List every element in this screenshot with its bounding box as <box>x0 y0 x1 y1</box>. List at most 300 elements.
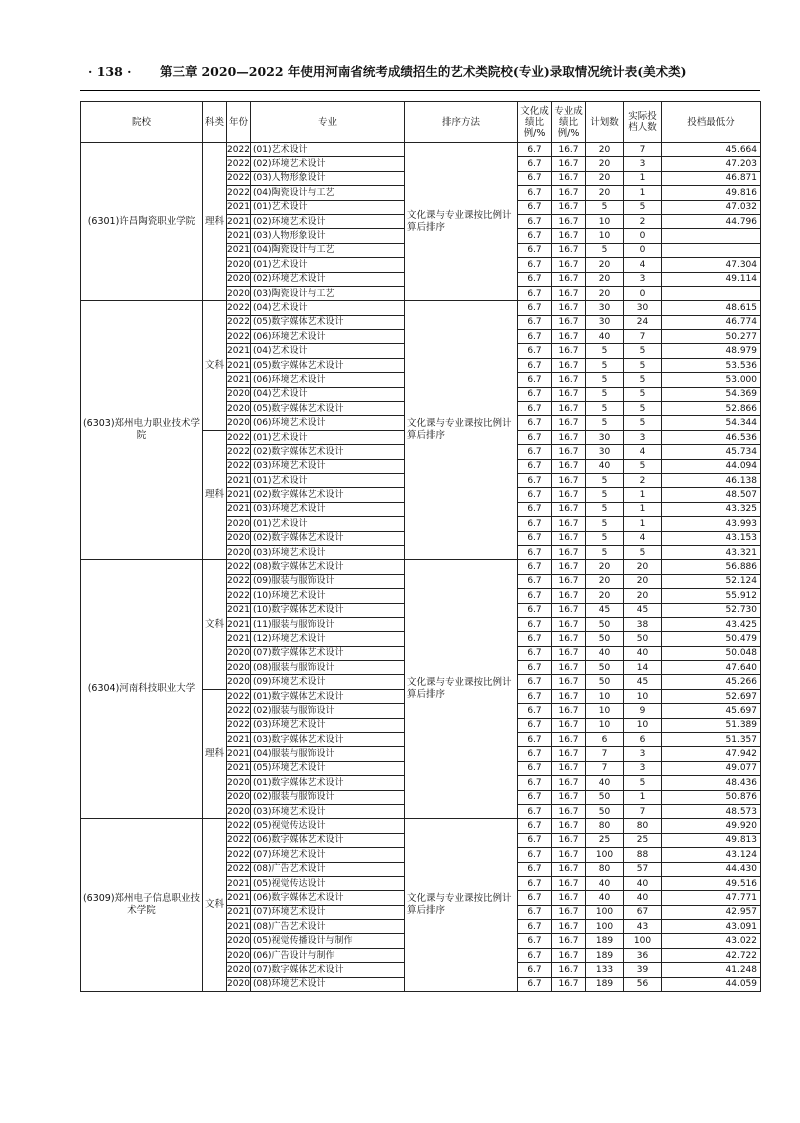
major-cell: (07)数字媒体艺术设计 <box>251 646 405 660</box>
culture-ratio-cell: 6.7 <box>518 848 552 862</box>
plan-count-cell: 5 <box>586 373 624 387</box>
min-score-cell: 43.325 <box>662 502 761 516</box>
admitted-count-cell: 5 <box>624 358 662 372</box>
major-ratio-cell: 16.7 <box>552 661 586 675</box>
year-cell: 2020 <box>227 402 251 416</box>
major-cell: (03)人物形象设计 <box>251 171 405 185</box>
min-score-cell: 43.124 <box>662 848 761 862</box>
min-score-cell: 49.114 <box>662 272 761 286</box>
major-cell: (10)环境艺术设计 <box>251 589 405 603</box>
major-cell: (03)人物形象设计 <box>251 229 405 243</box>
major-ratio-cell: 16.7 <box>552 963 586 977</box>
year-cell: 2020 <box>227 790 251 804</box>
culture-ratio-cell: 6.7 <box>518 833 552 847</box>
admitted-count-cell: 6 <box>624 733 662 747</box>
major-cell: (03)环境艺术设计 <box>251 804 405 818</box>
min-score-cell: 43.321 <box>662 545 761 559</box>
year-cell: 2021 <box>227 747 251 761</box>
table-row <box>81 301 761 315</box>
major-cell: (09)服装与服饰设计 <box>251 574 405 588</box>
year-cell: 2020 <box>227 776 251 790</box>
major-ratio-cell: 16.7 <box>552 488 586 502</box>
plan-count-cell: 5 <box>586 344 624 358</box>
major-ratio-cell: 16.7 <box>552 545 586 559</box>
plan-count-cell: 40 <box>586 459 624 473</box>
min-score-cell: 44.059 <box>662 977 761 991</box>
admitted-count-cell: 3 <box>624 157 662 171</box>
column-header: 投档最低分 <box>662 102 761 143</box>
major-cell: (12)环境艺术设计 <box>251 632 405 646</box>
major-ratio-cell: 16.7 <box>552 934 586 948</box>
culture-ratio-cell: 6.7 <box>518 171 552 185</box>
major-ratio-cell: 16.7 <box>552 445 586 459</box>
plan-count-cell: 20 <box>586 143 624 157</box>
admitted-count-cell: 24 <box>624 315 662 329</box>
year-cell: 2021 <box>227 617 251 631</box>
min-score-cell: 56.886 <box>662 560 761 574</box>
year-cell: 2022 <box>227 143 251 157</box>
major-ratio-cell: 16.7 <box>552 560 586 574</box>
major-ratio-cell: 16.7 <box>552 905 586 919</box>
column-header: 排序方法 <box>405 102 518 143</box>
min-score-cell: 54.369 <box>662 387 761 401</box>
plan-count-cell: 20 <box>586 258 624 272</box>
min-score-cell <box>662 243 761 257</box>
min-score-cell: 47.640 <box>662 661 761 675</box>
year-cell: 2021 <box>227 891 251 905</box>
plan-count-cell: 5 <box>586 243 624 257</box>
year-cell: 2021 <box>227 761 251 775</box>
plan-count-cell: 40 <box>586 646 624 660</box>
min-score-cell: 55.912 <box>662 589 761 603</box>
plan-count-cell: 20 <box>586 560 624 574</box>
major-cell: (07)数字媒体艺术设计 <box>251 963 405 977</box>
year-cell: 2020 <box>227 387 251 401</box>
major-ratio-cell: 16.7 <box>552 330 586 344</box>
min-score-cell: 52.697 <box>662 689 761 703</box>
min-score-cell: 45.697 <box>662 704 761 718</box>
culture-ratio-cell: 6.7 <box>518 157 552 171</box>
admitted-count-cell: 7 <box>624 330 662 344</box>
table-header-row <box>81 102 761 143</box>
major-ratio-cell: 16.7 <box>552 473 586 487</box>
plan-count-cell: 10 <box>586 229 624 243</box>
admitted-count-cell: 3 <box>624 430 662 444</box>
culture-ratio-cell: 6.7 <box>518 617 552 631</box>
min-score-cell: 47.032 <box>662 200 761 214</box>
year-cell: 2021 <box>227 358 251 372</box>
year-cell: 2022 <box>227 301 251 315</box>
major-cell: (01)艺术设计 <box>251 143 405 157</box>
major-cell: (01)艺术设计 <box>251 200 405 214</box>
major-ratio-cell: 16.7 <box>552 776 586 790</box>
culture-ratio-cell: 6.7 <box>518 229 552 243</box>
min-score-cell: 47.771 <box>662 891 761 905</box>
min-score-cell: 52.866 <box>662 402 761 416</box>
culture-ratio-cell: 6.7 <box>518 963 552 977</box>
plan-count-cell: 5 <box>586 545 624 559</box>
culture-ratio-cell: 6.7 <box>518 143 552 157</box>
min-score-cell <box>662 229 761 243</box>
major-ratio-cell: 16.7 <box>552 747 586 761</box>
major-ratio-cell: 16.7 <box>552 689 586 703</box>
major-cell: (06)广告设计与制作 <box>251 948 405 962</box>
major-ratio-cell: 16.7 <box>552 186 586 200</box>
admissions-table <box>80 101 761 992</box>
page-title: 2020—2022 年使用河南省统考成绩招生的艺术类院校(专业)录取情况统计表(美术类) <box>201 64 687 79</box>
year-cell: 2021 <box>227 488 251 502</box>
admitted-count-cell: 45 <box>624 603 662 617</box>
culture-ratio-cell: 6.7 <box>518 920 552 934</box>
admitted-count-cell: 0 <box>624 243 662 257</box>
culture-ratio-cell: 6.7 <box>518 301 552 315</box>
major-ratio-cell: 16.7 <box>552 258 586 272</box>
institution-cell: (6304)河南科技职业大学 <box>81 560 203 819</box>
min-score-cell: 45.266 <box>662 675 761 689</box>
major-ratio-cell: 16.7 <box>552 733 586 747</box>
plan-count-cell: 25 <box>586 833 624 847</box>
culture-ratio-cell: 6.7 <box>518 186 552 200</box>
year-cell: 2020 <box>227 963 251 977</box>
major-cell: (09)环境艺术设计 <box>251 675 405 689</box>
admitted-count-cell: 5 <box>624 200 662 214</box>
major-cell: (05)数字媒体艺术设计 <box>251 315 405 329</box>
admitted-count-cell: 80 <box>624 819 662 833</box>
institution-cell: (6309)郑州电子信息职业技术学院 <box>81 819 203 992</box>
admitted-count-cell: 36 <box>624 948 662 962</box>
culture-ratio-cell: 6.7 <box>518 776 552 790</box>
admitted-count-cell: 1 <box>624 517 662 531</box>
plan-count-cell: 5 <box>586 517 624 531</box>
min-score-cell: 43.091 <box>662 920 761 934</box>
major-cell: (10)数字媒体艺术设计 <box>251 603 405 617</box>
plan-count-cell: 20 <box>586 574 624 588</box>
culture-ratio-cell: 6.7 <box>518 934 552 948</box>
major-ratio-cell: 16.7 <box>552 848 586 862</box>
plan-count-cell: 30 <box>586 315 624 329</box>
major-cell: (02)环境艺术设计 <box>251 272 405 286</box>
admitted-count-cell: 1 <box>624 488 662 502</box>
major-ratio-cell: 16.7 <box>552 286 586 300</box>
major-cell: (06)数字媒体艺术设计 <box>251 891 405 905</box>
plan-count-cell: 50 <box>586 675 624 689</box>
culture-ratio-cell: 6.7 <box>518 402 552 416</box>
year-cell: 2021 <box>227 229 251 243</box>
plan-count-cell: 7 <box>586 747 624 761</box>
major-cell: (02)数字媒体艺术设计 <box>251 445 405 459</box>
category-cell: 理科 <box>203 143 227 301</box>
major-cell: (03)陶瓷设计与工艺 <box>251 286 405 300</box>
major-ratio-cell: 16.7 <box>552 646 586 660</box>
min-score-cell: 46.536 <box>662 430 761 444</box>
year-cell: 2022 <box>227 704 251 718</box>
admitted-count-cell: 20 <box>624 589 662 603</box>
min-score-cell: 45.734 <box>662 445 761 459</box>
chapter-label: 第三章 <box>159 64 198 79</box>
major-cell: (08)数字媒体艺术设计 <box>251 560 405 574</box>
plan-count-cell: 40 <box>586 776 624 790</box>
min-score-cell: 48.436 <box>662 776 761 790</box>
admitted-count-cell: 9 <box>624 704 662 718</box>
culture-ratio-cell: 6.7 <box>518 733 552 747</box>
plan-count-cell: 50 <box>586 661 624 675</box>
major-ratio-cell: 16.7 <box>552 315 586 329</box>
min-score-cell: 46.871 <box>662 171 761 185</box>
plan-count-cell: 45 <box>586 603 624 617</box>
major-cell: (01)艺术设计 <box>251 517 405 531</box>
category-cell: 文科 <box>203 819 227 992</box>
year-cell: 2020 <box>227 531 251 545</box>
min-score-cell: 43.153 <box>662 531 761 545</box>
plan-count-cell: 5 <box>586 387 624 401</box>
admitted-count-cell: 5 <box>624 373 662 387</box>
culture-ratio-cell: 6.7 <box>518 373 552 387</box>
year-cell: 2022 <box>227 589 251 603</box>
culture-ratio-cell: 6.7 <box>518 632 552 646</box>
column-header: 院校 <box>81 102 203 143</box>
major-cell: (03)环境艺术设计 <box>251 502 405 516</box>
major-ratio-cell: 16.7 <box>552 387 586 401</box>
year-cell: 2021 <box>227 733 251 747</box>
major-cell: (04)陶瓷设计与工艺 <box>251 243 405 257</box>
year-cell: 2022 <box>227 186 251 200</box>
column-header: 专业成绩比例/% <box>552 102 586 143</box>
major-ratio-cell: 16.7 <box>552 718 586 732</box>
plan-count-cell: 40 <box>586 330 624 344</box>
major-ratio-cell: 16.7 <box>552 243 586 257</box>
culture-ratio-cell: 6.7 <box>518 315 552 329</box>
culture-ratio-cell: 6.7 <box>518 876 552 890</box>
admitted-count-cell: 3 <box>624 761 662 775</box>
major-cell: (02)服装与服饰设计 <box>251 704 405 718</box>
plan-count-cell: 20 <box>586 157 624 171</box>
plan-count-cell: 10 <box>586 704 624 718</box>
culture-ratio-cell: 6.7 <box>518 905 552 919</box>
admitted-count-cell: 2 <box>624 214 662 228</box>
year-cell: 2022 <box>227 833 251 847</box>
plan-count-cell: 5 <box>586 502 624 516</box>
plan-count-cell: 20 <box>586 186 624 200</box>
plan-count-cell: 189 <box>586 977 624 991</box>
min-score-cell: 51.389 <box>662 718 761 732</box>
min-score-cell: 47.304 <box>662 258 761 272</box>
major-ratio-cell: 16.7 <box>552 891 586 905</box>
min-score-cell: 53.536 <box>662 358 761 372</box>
major-cell: (01)艺术设计 <box>251 430 405 444</box>
year-cell: 2022 <box>227 445 251 459</box>
culture-ratio-cell: 6.7 <box>518 286 552 300</box>
min-score-cell: 46.138 <box>662 473 761 487</box>
major-ratio-cell: 16.7 <box>552 430 586 444</box>
culture-ratio-cell: 6.7 <box>518 804 552 818</box>
min-score-cell: 50.876 <box>662 790 761 804</box>
min-score-cell: 45.664 <box>662 143 761 157</box>
culture-ratio-cell: 6.7 <box>518 473 552 487</box>
culture-ratio-cell: 6.7 <box>518 747 552 761</box>
year-cell: 2021 <box>227 632 251 646</box>
major-ratio-cell: 16.7 <box>552 157 586 171</box>
admitted-count-cell: 45 <box>624 675 662 689</box>
sort-method-cell: 文化课与专业课按比例计算后排序 <box>405 143 518 301</box>
year-cell: 2020 <box>227 545 251 559</box>
year-cell: 2020 <box>227 977 251 991</box>
admitted-count-cell: 3 <box>624 272 662 286</box>
culture-ratio-cell: 6.7 <box>518 488 552 502</box>
admitted-count-cell: 40 <box>624 891 662 905</box>
major-ratio-cell: 16.7 <box>552 517 586 531</box>
admitted-count-cell: 1 <box>624 171 662 185</box>
major-ratio-cell: 16.7 <box>552 617 586 631</box>
major-cell: (04)艺术设计 <box>251 387 405 401</box>
year-cell: 2022 <box>227 157 251 171</box>
min-score-cell: 43.425 <box>662 617 761 631</box>
culture-ratio-cell: 6.7 <box>518 502 552 516</box>
year-cell: 2020 <box>227 272 251 286</box>
major-ratio-cell: 16.7 <box>552 675 586 689</box>
major-cell: (07)环境艺术设计 <box>251 905 405 919</box>
admitted-count-cell: 5 <box>624 402 662 416</box>
year-cell: 2022 <box>227 689 251 703</box>
major-ratio-cell: 16.7 <box>552 948 586 962</box>
culture-ratio-cell: 6.7 <box>518 646 552 660</box>
min-score-cell: 44.430 <box>662 862 761 876</box>
plan-count-cell: 5 <box>586 402 624 416</box>
admitted-count-cell: 5 <box>624 344 662 358</box>
major-cell: (05)环境艺术设计 <box>251 761 405 775</box>
year-cell: 2021 <box>227 373 251 387</box>
major-cell: (02)服装与服饰设计 <box>251 790 405 804</box>
major-cell: (05)视觉传达设计 <box>251 876 405 890</box>
admitted-count-cell: 20 <box>624 560 662 574</box>
category-cell: 文科 <box>203 560 227 690</box>
plan-count-cell: 5 <box>586 488 624 502</box>
year-cell: 2020 <box>227 286 251 300</box>
min-score-cell: 44.094 <box>662 459 761 473</box>
column-header: 实际投档人数 <box>624 102 662 143</box>
culture-ratio-cell: 6.7 <box>518 459 552 473</box>
major-ratio-cell: 16.7 <box>552 761 586 775</box>
admitted-count-cell: 14 <box>624 661 662 675</box>
plan-count-cell: 20 <box>586 286 624 300</box>
column-header: 年份 <box>227 102 251 143</box>
year-cell: 2021 <box>227 243 251 257</box>
culture-ratio-cell: 6.7 <box>518 517 552 531</box>
min-score-cell <box>662 286 761 300</box>
year-cell: 2021 <box>227 473 251 487</box>
culture-ratio-cell: 6.7 <box>518 560 552 574</box>
year-cell: 2022 <box>227 574 251 588</box>
admitted-count-cell: 38 <box>624 617 662 631</box>
plan-count-cell: 50 <box>586 804 624 818</box>
min-score-cell: 48.979 <box>662 344 761 358</box>
admitted-count-cell: 0 <box>624 229 662 243</box>
admitted-count-cell: 7 <box>624 804 662 818</box>
plan-count-cell: 40 <box>586 891 624 905</box>
year-cell: 2021 <box>227 214 251 228</box>
admitted-count-cell: 40 <box>624 646 662 660</box>
header-rule <box>80 90 760 91</box>
min-score-cell: 53.000 <box>662 373 761 387</box>
min-score-cell: 41.248 <box>662 963 761 977</box>
major-cell: (04)服装与服饰设计 <box>251 747 405 761</box>
min-score-cell: 49.816 <box>662 186 761 200</box>
major-cell: (02)环境艺术设计 <box>251 157 405 171</box>
major-ratio-cell: 16.7 <box>552 862 586 876</box>
column-header: 专业 <box>251 102 405 143</box>
major-cell: (05)数字媒体艺术设计 <box>251 402 405 416</box>
admitted-count-cell: 0 <box>624 286 662 300</box>
year-cell: 2022 <box>227 718 251 732</box>
admitted-count-cell: 5 <box>624 387 662 401</box>
year-cell: 2021 <box>227 603 251 617</box>
major-ratio-cell: 16.7 <box>552 704 586 718</box>
admitted-count-cell: 56 <box>624 977 662 991</box>
culture-ratio-cell: 6.7 <box>518 258 552 272</box>
culture-ratio-cell: 6.7 <box>518 445 552 459</box>
culture-ratio-cell: 6.7 <box>518 243 552 257</box>
plan-count-cell: 5 <box>586 200 624 214</box>
plan-count-cell: 10 <box>586 718 624 732</box>
year-cell: 2022 <box>227 862 251 876</box>
major-cell: (08)广告艺术设计 <box>251 920 405 934</box>
culture-ratio-cell: 6.7 <box>518 891 552 905</box>
column-header: 计划数 <box>586 102 624 143</box>
major-cell: (05)数字媒体艺术设计 <box>251 358 405 372</box>
sort-method-cell: 文化课与专业课按比例计算后排序 <box>405 301 518 560</box>
major-ratio-cell: 16.7 <box>552 920 586 934</box>
major-ratio-cell: 16.7 <box>552 358 586 372</box>
year-cell: 2022 <box>227 330 251 344</box>
major-cell: (06)环境艺术设计 <box>251 416 405 430</box>
culture-ratio-cell: 6.7 <box>518 718 552 732</box>
plan-count-cell: 100 <box>586 905 624 919</box>
major-ratio-cell: 16.7 <box>552 603 586 617</box>
major-ratio-cell: 16.7 <box>552 502 586 516</box>
culture-ratio-cell: 6.7 <box>518 819 552 833</box>
major-ratio-cell: 16.7 <box>552 632 586 646</box>
culture-ratio-cell: 6.7 <box>518 977 552 991</box>
plan-count-cell: 30 <box>586 445 624 459</box>
plan-count-cell: 40 <box>586 876 624 890</box>
min-score-cell: 47.942 <box>662 747 761 761</box>
admitted-count-cell: 10 <box>624 718 662 732</box>
min-score-cell: 49.813 <box>662 833 761 847</box>
table-row <box>81 819 761 833</box>
major-ratio-cell: 16.7 <box>552 876 586 890</box>
major-ratio-cell: 16.7 <box>552 574 586 588</box>
table-row <box>81 560 761 574</box>
min-score-cell: 52.730 <box>662 603 761 617</box>
plan-count-cell: 20 <box>586 589 624 603</box>
min-score-cell: 48.507 <box>662 488 761 502</box>
min-score-cell: 44.796 <box>662 214 761 228</box>
plan-count-cell: 80 <box>586 862 624 876</box>
admitted-count-cell: 1 <box>624 790 662 804</box>
year-cell: 2022 <box>227 459 251 473</box>
year-cell: 2020 <box>227 646 251 660</box>
culture-ratio-cell: 6.7 <box>518 272 552 286</box>
plan-count-cell: 10 <box>586 214 624 228</box>
culture-ratio-cell: 6.7 <box>518 330 552 344</box>
admitted-count-cell: 43 <box>624 920 662 934</box>
major-ratio-cell: 16.7 <box>552 416 586 430</box>
major-ratio-cell: 16.7 <box>552 373 586 387</box>
year-cell: 2020 <box>227 675 251 689</box>
year-cell: 2020 <box>227 517 251 531</box>
plan-count-cell: 189 <box>586 934 624 948</box>
year-cell: 2020 <box>227 934 251 948</box>
year-cell: 2022 <box>227 315 251 329</box>
